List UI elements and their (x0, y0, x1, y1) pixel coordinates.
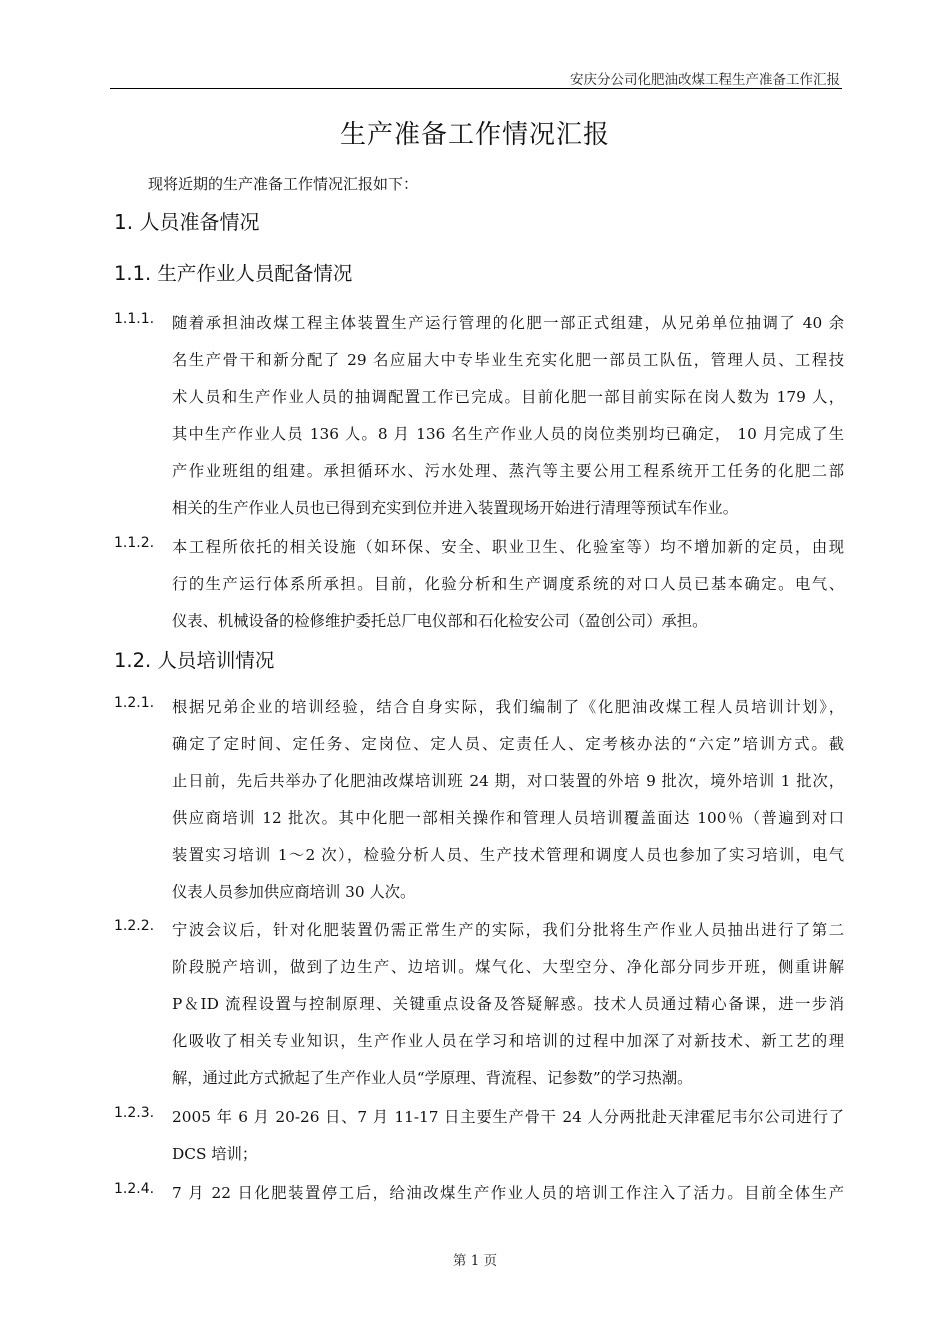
header-text: 安庆分公司化肥油改煤工程生产准备工作汇报 (570, 72, 840, 88)
heading-1: 1. 人员准备情况 (114, 210, 260, 234)
text-line: 术人员和生产作业人员的抽调配置工作已完成。目前化肥一部目前实际在岗人数为 179 人， (172, 388, 844, 406)
text-line: 相关的生产作业人员也已得到充实到位并进入装置现场开始进行清理等预试车作业。 (172, 499, 738, 517)
document-title: 生产准备工作情况汇报 (339, 120, 610, 150)
item-number: 1.1.2. (114, 535, 155, 551)
text-line: 化吸收了相关专业知识，生产作业人员在学习和培训的过程中加深了对新技术、新工艺的理 (172, 1032, 844, 1050)
text-line: 装置实习培训 1～2 次），检验分析人员、生产技术管理和调度人员也参加了实习培训，电气 (172, 846, 844, 864)
text-line: 名生产骨干和新分配了 29 名应届大中专毕业生充实化肥一部员工队伍，管理人员、工程技 (172, 351, 844, 369)
text-line: 仪表人员参加供应商培训 30 人次。 (172, 883, 416, 901)
text-line: 止日前，先后共举办了化肥油改煤培训班 24 期，对口装置的外培 9 批次，境外培训 1 批次， (172, 772, 844, 790)
page-number: 第 1 页 (452, 1253, 498, 1269)
text-line: 产作业班组的组建。承担循环水、污水处理、蒸汽等主要公用工程系统开工任务的化肥二部 (172, 462, 844, 480)
text-line: 仪表、机械设备的检修维护委托总厂电仪部和石化检安公司（盈创公司）承担。 (172, 612, 708, 630)
text-line: 供应商培训 12 批次。其中化肥一部相关操作和管理人员培训覆盖面达 100％（普遍到对口 (172, 809, 844, 827)
intro-paragraph: 现将近期的生产准备工作情况汇报如下： (148, 175, 419, 193)
text-line: 解，通过此方式掀起了生产作业人员“学原理、背流程、记参数”的学习热潮。 (172, 1069, 693, 1087)
text-line: 随着承担油改煤工程主体装置生产运行管理的化肥一部正式组建，从兄弟单位抽调了 40 余 (172, 314, 844, 332)
text-line: 根据兄弟企业的培训经验，结合自身实际，我们编制了《化肥油改煤工程人员培训计划》， (172, 698, 844, 716)
heading-1-2: 1.2. 人员培训情况 (114, 649, 275, 672)
text-line: 宁波会议后，针对化肥装置仍需正常生产的实际，我们分批将生产作业人员抽出进行了第二 (172, 921, 844, 939)
item-number: 1.2.1. (114, 695, 155, 711)
text-line: 其中生产作业人员 136 人。8 月 136 名生产作业人员的岗位类别均已确定， 10 月完成了生 (172, 425, 844, 443)
text-line: 本工程所依托的相关设施（如环保、安全、职业卫生、化验室等）均不增加新的定员，由现 (172, 538, 844, 556)
text-line: DCS 培训； (172, 1145, 258, 1163)
text-line: 行的生产运行体系所承担。目前，化验分析和生产调度系统的对口人员已基本确定。电气、 (172, 575, 844, 593)
page-header (110, 66, 842, 89)
heading-1-1: 1.1. 生产作业人员配备情况 (114, 262, 353, 285)
item-number: 1.1.1. (114, 311, 155, 327)
text-line: P＆ID 流程设置与控制原理、关键重点设备及答疑解惑。技术人员通过精心备课，进一步消 (172, 995, 844, 1013)
text-line: 确定了定时间、定任务、定岗位、定人员、定责任人、定考核办法的“六定”培训方式。截 (172, 735, 844, 753)
item-number: 1.2.2. (114, 918, 155, 934)
item-number: 1.2.3. (114, 1105, 155, 1121)
text-line: 阶段脱产培训，做到了边生产、边培训。煤气化、大型空分、净化部分同步开班，侧重讲解 (172, 958, 844, 976)
text-line: 2005 年 6 月 20-26 日、7 月 11-17 日主要生产骨干 24 人分两批赴天津霍尼韦尔公司进行了 (172, 1108, 844, 1126)
text-line: 7 月 22 日化肥装置停工后，给油改煤生产作业人员的培训工作注入了活力。目前全体生产 (172, 1184, 844, 1202)
item-number: 1.2.4. (114, 1181, 155, 1197)
